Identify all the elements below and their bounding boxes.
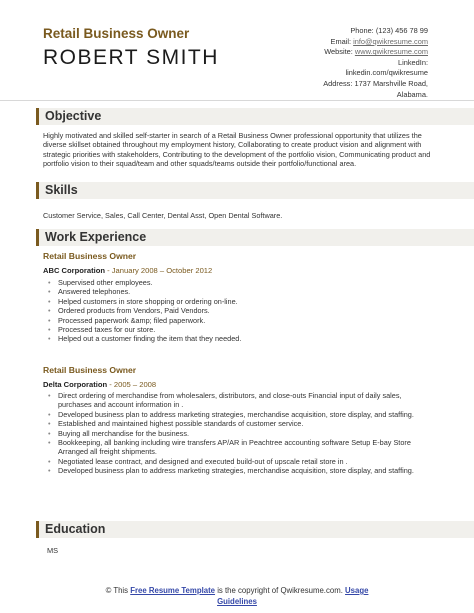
copyright-footer — [0, 585, 474, 607]
list-item: • Ordered products from Vendors, Paid Vendors. — [48, 306, 420, 315]
phone-value: (123) 456 78 99 — [375, 26, 428, 35]
education-section-header — [36, 521, 474, 538]
website-label: Website: — [324, 47, 353, 57]
job-1-company-line — [43, 266, 212, 275]
candidate-name: ROBERT SMITH — [43, 46, 219, 69]
job-1-title: Retail Business Owner — [43, 251, 137, 261]
job-1-company: ABC Corporation — [43, 266, 106, 275]
list-item: • Processed taxes for our store. — [48, 325, 420, 334]
objective-heading: Objective — [45, 109, 102, 123]
education-text: MS — [47, 546, 59, 555]
list-item: • Helped customers in store shopping or ordering on-line. — [48, 297, 420, 306]
phone-label: Phone: — [350, 26, 374, 35]
section-accent-bar — [36, 229, 39, 246]
list-item: • Supervised other employees. — [48, 278, 420, 287]
job-title-header: Retail Business Owner — [43, 26, 190, 41]
job-2-dates: - 2005 – 2008 — [107, 380, 157, 389]
job-2-title: Retail Business Owner — [43, 365, 137, 375]
list-item: • Developed business plan to address marketing strategies, merchandise acquisition, store display, and staffing. — [48, 466, 420, 475]
footer-prefix: © This — [105, 586, 131, 595]
work-section-header — [36, 229, 474, 246]
footer-middle: is the copyright of Qwikresume.com. — [215, 586, 346, 595]
skills-text: Customer Service, Sales, Call Center, Dental Asst, Open Dental Software. — [43, 211, 283, 220]
education-heading: Education — [45, 522, 106, 536]
free-resume-template-link[interactable]: Free Resume Template — [130, 586, 216, 595]
list-item: • Answered telephones. — [48, 287, 420, 296]
list-item: • Helped out a customer finding the item that they needed. — [48, 334, 420, 343]
list-item: • Direct ordering of merchandise from wholesalers, distributors, and close-outs Financial input of daily sales, purchases and account information in . — [48, 391, 420, 410]
list-item: • Developed business plan to address marketing strategies, merchandise acquisition, store display, and staffing. — [48, 410, 420, 419]
job-2-company: Delta Corporation — [43, 380, 108, 389]
skills-section-header — [36, 182, 474, 199]
job-1-dates: - January 2008 – October 2012 — [105, 266, 213, 275]
list-item: • Processed paperwork &amp; filed paperwork. — [48, 316, 420, 325]
list-item: • Bookkeeping, all banking including wire transfers AP/AR in Peachtree accounting software Setup E-bay Store Arranged all freight shipments. — [48, 438, 420, 457]
usage-guidelines-link-line2[interactable]: Guidelines — [217, 597, 257, 606]
email-label: Email: — [330, 36, 352, 46]
section-accent-bar — [36, 521, 39, 538]
linkedin-label: LinkedIn: — [398, 57, 428, 67]
address-line-1: Address: 1737 Marshville Road, — [323, 78, 428, 88]
phone-row — [248, 26, 428, 37]
job-2-bullets — [48, 391, 420, 476]
list-item: • Buying all merchandise for the business. — [48, 429, 420, 438]
section-accent-bar — [36, 182, 39, 199]
section-accent-bar — [36, 108, 39, 125]
website-link[interactable]: www.qwikresume.com — [354, 47, 428, 57]
skills-heading: Skills — [45, 183, 78, 197]
usage-guidelines-link[interactable]: Usage — [345, 586, 369, 595]
work-heading: Work Experience — [45, 230, 147, 244]
contact-block — [248, 26, 428, 100]
list-item: • Negotiated lease contract, and designed and executed build-out of upscale retail store in . — [48, 457, 420, 466]
website-row — [248, 47, 428, 58]
email-row — [248, 37, 428, 48]
header-divider — [0, 100, 474, 101]
objective-text: Highly motivated and skilled self-starter in search of a Retail Business Owner professional opportunity that utilizes the diverse skillset obtained throughout my employment history, Collaborating to create product vision and alignment with strategic priorities with stakeholders, Contributing to the development of the portfolio vision, Communicating product and portfolio vision to their squad/team and other squads/teams outside their portfolio/functional area. — [43, 131, 431, 169]
job-2-company-line — [43, 380, 156, 389]
address-line-2: Alabama. — [396, 89, 428, 99]
linkedin-value: linkedin.com/qwikresume — [345, 68, 428, 78]
job-1-bullets — [48, 278, 420, 344]
email-link[interactable]: info@qwikresume.com — [353, 36, 428, 46]
objective-section-header — [36, 108, 474, 125]
list-item: • Established and maintained highest possible standards of customer service. — [48, 419, 420, 428]
